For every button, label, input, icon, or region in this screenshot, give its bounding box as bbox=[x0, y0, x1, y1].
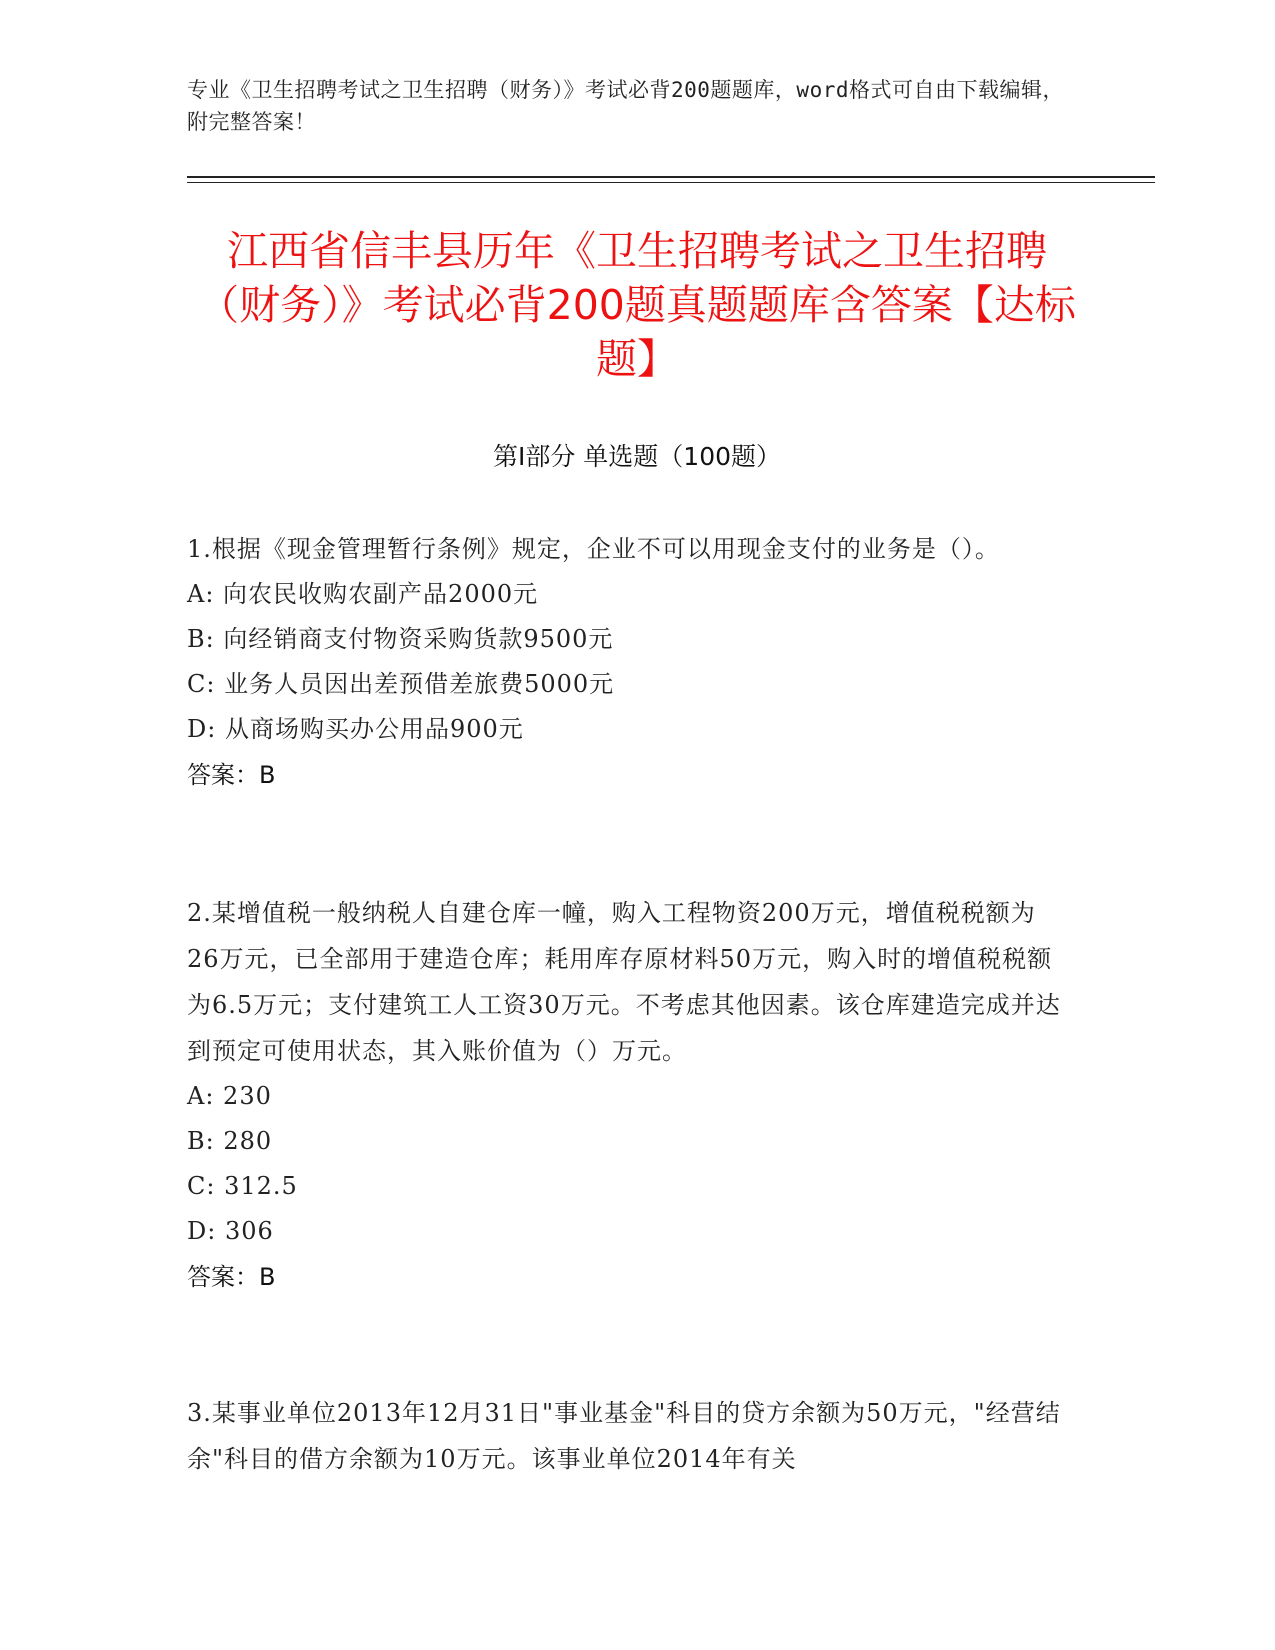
option-c: C: 312.5 bbox=[187, 1172, 298, 1200]
question-1 bbox=[187, 526, 1067, 798]
option-a: A: 向农民收购农副产品2000元 bbox=[187, 580, 539, 608]
header-divider-thin bbox=[187, 182, 1155, 183]
option-list bbox=[187, 1074, 1067, 1254]
document-title: 江西省信丰县历年《卫生招聘考试之卫生招聘（财务）》考试必背200题真题题库含答案【达标题】 bbox=[198, 227, 1076, 383]
option-d: D: 从商场购买办公用品900元 bbox=[187, 715, 524, 743]
question-stem: 3.某事业单位2013年12月31日"事业基金"科目的贷方余额为50万元，"经营结余"科目的借方余额为10万元。该事业单位2014年有关 bbox=[187, 1399, 1061, 1473]
question-3 bbox=[187, 1390, 1067, 1482]
header-divider-thick bbox=[187, 176, 1155, 178]
answer-line: 答案：B bbox=[187, 761, 276, 789]
option-c: C: 业务人员因出差预借差旅费5000元 bbox=[187, 670, 615, 698]
option-b: B: 280 bbox=[187, 1127, 273, 1155]
option-a: A: 230 bbox=[187, 1082, 272, 1110]
option-b: B: 向经销商支付物资采购货款9500元 bbox=[187, 625, 614, 653]
section-heading: 第I部分 单选题（100题） bbox=[492, 442, 782, 471]
option-d: D: 306 bbox=[187, 1217, 274, 1245]
header-note: 专业《卫生招聘考试之卫生招聘（财务）》考试必背200题题库，word格式可自由下载编辑，附完整答案！ bbox=[187, 78, 1064, 134]
question-2 bbox=[187, 890, 1067, 1300]
question-stem: 1.根据《现金管理暂行条例》规定，企业不可以用现金支付的业务是（）。 bbox=[187, 535, 1000, 563]
answer-line: 答案：B bbox=[187, 1263, 276, 1291]
question-stem: 2.某增值税一般纳税人自建仓库一幢，购入工程物资200万元，增值税税额为26万元，已全部用于建造仓库；耗用库存原材料50万元，购入时的增值税税额为6.5万元；支付建筑工人工资30万元。不考虑其他因素。该仓库建造完成并达到预定可使用状态，其入账价值为（）万元。 bbox=[187, 899, 1061, 1065]
option-list bbox=[187, 572, 1067, 752]
